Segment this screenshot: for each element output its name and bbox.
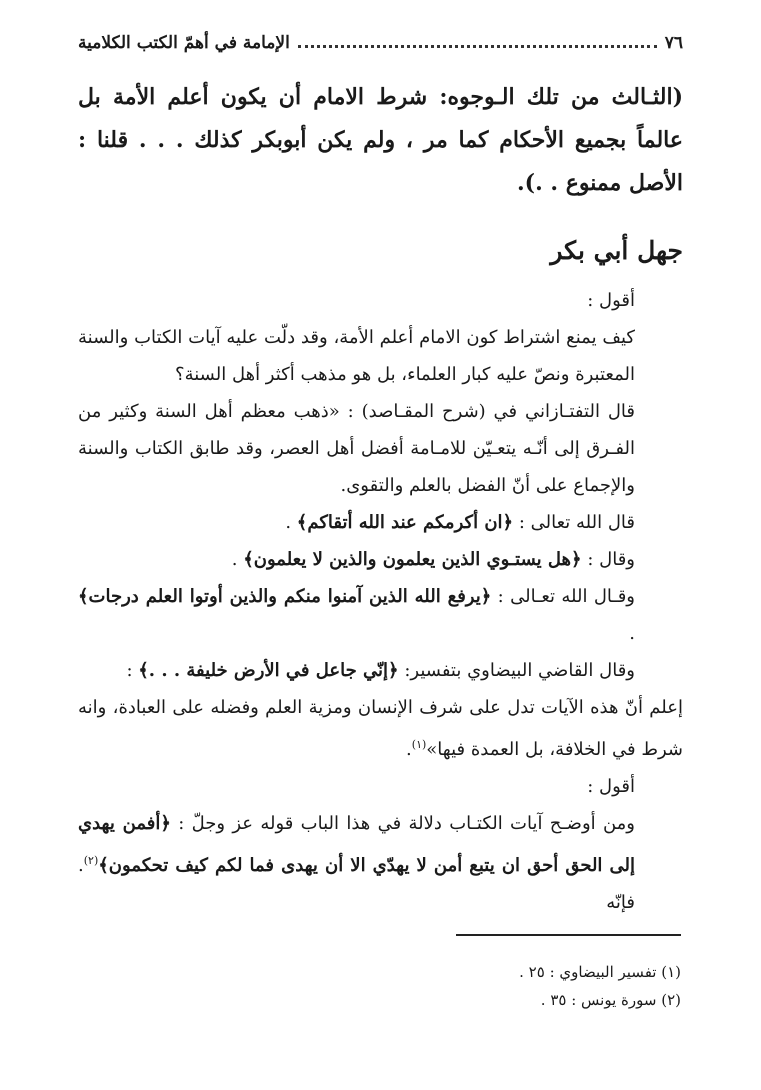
paragraph-6 <box>78 578 683 652</box>
paragraph-8 <box>78 689 683 768</box>
paragraph-10-prefix: ومن أوضـح آيات الكتـاب دلالة في هذا الباب قوله عز وجلّ : <box>178 813 635 834</box>
footnote-1: (١) تفسير البيضاوي : ٢٥ . <box>519 963 681 981</box>
quran-verse-2: ﴿هل يستـوي الذين يعلمون والذين لا يعلمون﴾ <box>243 549 582 570</box>
running-header <box>78 30 683 56</box>
paragraph-8-text: إعلم أنّ هذه الآيات تدل على شرف الإنسان ومزية العلم وفضله على العبادة، وانه شرط في الخلافة، بل العمدة فيها» <box>78 697 683 760</box>
paragraph-8-end: . <box>406 739 412 760</box>
paragraph-5 <box>78 541 683 578</box>
paragraph-7-prefix: وقال القاضي البيضاوي بتفسير: <box>404 660 635 681</box>
paragraph-5-prefix: وقال : <box>587 549 635 570</box>
page-number: ٧٦ <box>664 33 683 53</box>
footnotes <box>78 958 681 1014</box>
body-text <box>78 282 683 921</box>
paragraph-1: أقول : <box>587 290 635 311</box>
paragraph-9: أقول : <box>587 776 635 797</box>
footnote-2: (٢) سورة يونس : ٣٥ . <box>540 991 681 1009</box>
paragraph-2: كيف يمنع اشتراط كون الامام أعلم الأمة، وقد دلّت عليه آيات الكتاب والسنة المعتبرة ونصّ عليه كبار العلماء، بل هو مذهب أكثر أهل السنة؟ <box>78 327 635 385</box>
paragraph-4-suffix: . <box>285 512 292 533</box>
dotted-leader <box>298 45 657 48</box>
quran-verse-4: ﴿إنّي جاعل في الأرض خليفة . . .﴾ <box>138 660 399 681</box>
paragraph-4 <box>78 504 683 541</box>
paragraph-4-prefix: قال الله تعالى : <box>518 512 635 533</box>
footnote-ref-1: (١) <box>411 738 427 751</box>
paragraph-6-suffix: . <box>629 623 635 644</box>
paragraph-3: قال التفتـازاني في (شرح المقـاصد) : «ذهب معظم أهل السنة وكثير من الفـرق إلى أنّـه يتعـيّن للامـامة أفضل أهل العصر، وقد طابق الكتاب والسنة والإجماع على أنّ الفضل بالعلم والتقوى. <box>78 401 635 496</box>
paragraph-10 <box>78 805 683 921</box>
quran-verse-5: ﴿أفمن يهدي إلى الحق أحق ان يتبع أمن لا يهدّي الا أن يهدى فما لكم كيف تحكمون﴾ <box>78 813 635 876</box>
quran-verse-1: ﴿ان أكرمكم عند الله أتقاكم﴾ <box>296 512 514 533</box>
footnote-divider <box>456 934 681 936</box>
paragraph-5-suffix: . <box>231 549 238 570</box>
quoted-objection-text: (الثـالث من تلك الـوجوه: شرط الامام أن يكون أعلم الأمة بل عالماً بجميع الأحكام كما مر ، ولم يكن أبوبكر كذلك . . . قلنا : الأصل ممنوع . .). <box>78 84 683 196</box>
running-title: الإمامة في أهمّ الكتب الكلامية <box>78 33 290 53</box>
section-heading: جهل أبي بكر <box>550 236 683 265</box>
paragraph-6-prefix: وقـال الله تعـالى : <box>497 586 635 607</box>
paragraph-10-suffix: . فإنّه <box>78 855 635 913</box>
footnote-ref-2: (٢) <box>83 854 99 867</box>
quoted-objection <box>78 76 683 205</box>
quran-verse-3: ﴿يرفع الله الذين آمنوا منكم والذين أوتوا العلم درجات﴾ <box>78 586 492 607</box>
paragraph-7-suffix: : <box>126 660 133 681</box>
paragraph-7 <box>78 652 683 689</box>
